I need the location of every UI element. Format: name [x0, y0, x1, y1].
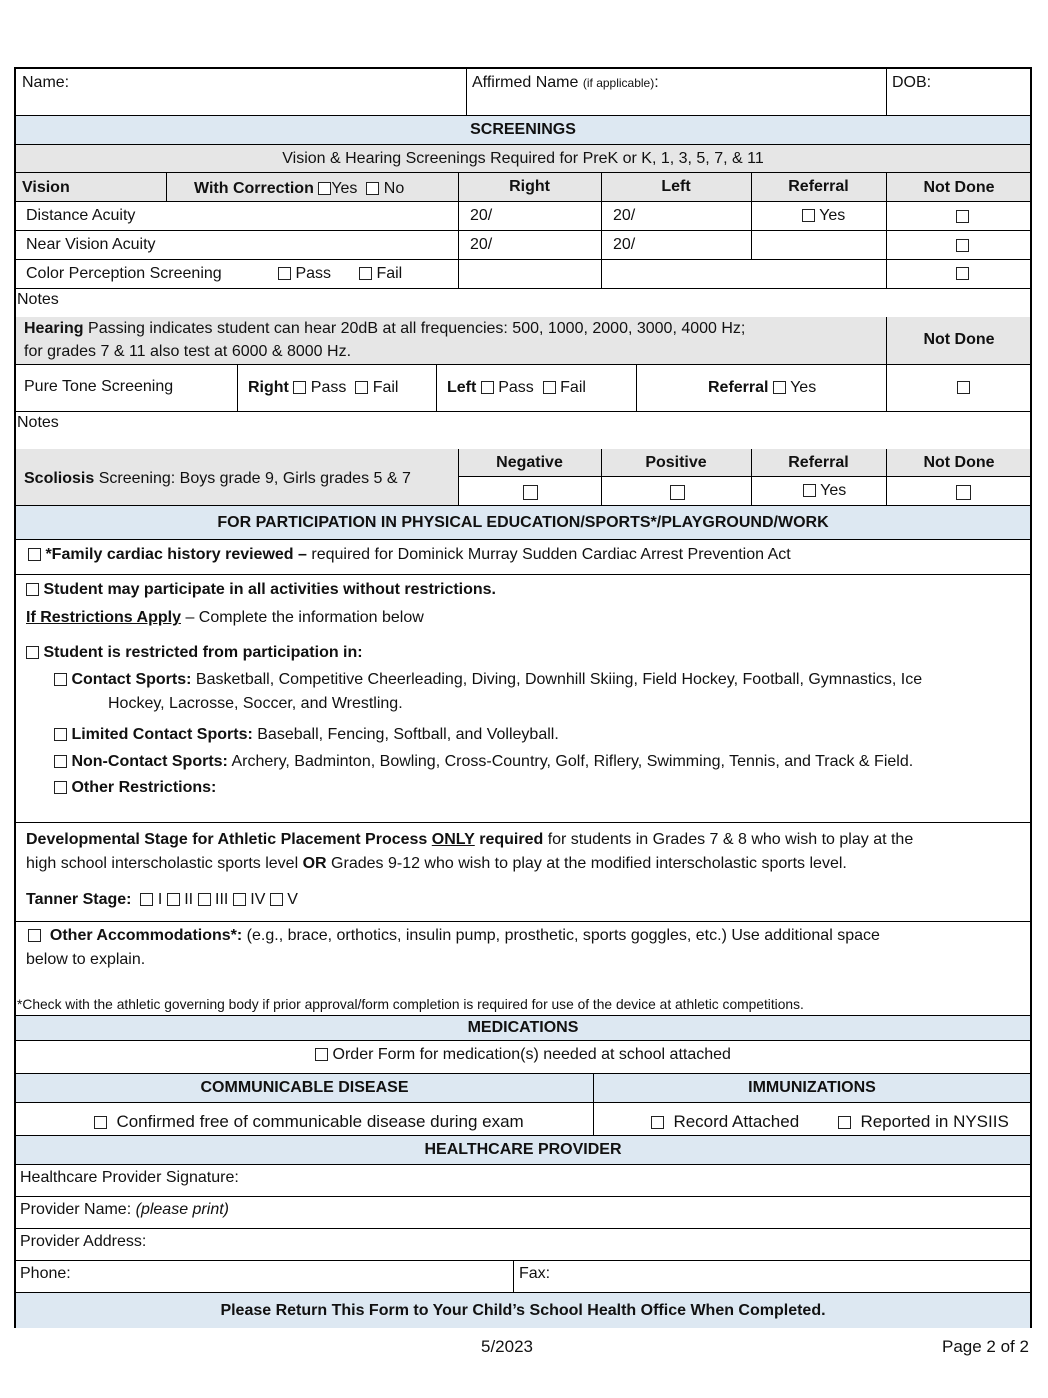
- color-perception-label: Color Perception Screening: [26, 265, 222, 282]
- color-pass-checkbox[interactable]: [278, 267, 291, 280]
- tanner-stage: Tanner Stage: I II III IV V: [26, 891, 298, 908]
- scoliosis-positive-checkbox[interactable]: [670, 485, 685, 500]
- restricted-checkbox[interactable]: [26, 646, 39, 659]
- hearing-right-pass-checkbox[interactable]: [293, 381, 306, 394]
- with-correction: With Correction Yes No: [194, 180, 405, 197]
- other-restrictions: Other Restrictions:: [54, 779, 216, 797]
- other-restrictions-checkbox[interactable]: [54, 781, 67, 794]
- reported-nysiis: Reported in NYSIIS: [838, 1112, 1009, 1132]
- other-accommodations-checkbox[interactable]: [28, 929, 41, 942]
- hearing-notes-label: Notes: [17, 414, 59, 431]
- provider-address-label: Provider Address:: [20, 1233, 147, 1250]
- distance-right-value[interactable]: 20/: [470, 207, 493, 224]
- form-date: 5/2023: [481, 1337, 533, 1356]
- tanner-v-checkbox[interactable]: [270, 893, 283, 906]
- tanner-iii-checkbox[interactable]: [198, 893, 211, 906]
- page-number: Page 2 of 2: [942, 1337, 1029, 1356]
- hearing-right-fail-checkbox[interactable]: [355, 381, 368, 394]
- provider-name-field[interactable]: [241, 1198, 1026, 1226]
- return-message: Please Return This Form to Your Child’s School Health Office When Completed.: [16, 1292, 1030, 1328]
- fax-label: Fax:: [519, 1265, 551, 1282]
- vision-notes-field[interactable]: [76, 290, 1026, 316]
- accommodations-field[interactable]: [156, 951, 1026, 991]
- developmental-line2: high school interscholastic sports level OR Grades 9-12 who wish to play at the modified interscholastic sports level.: [26, 855, 847, 872]
- correction-no-checkbox[interactable]: [366, 182, 379, 195]
- hearing-left-pass-checkbox[interactable]: [481, 381, 494, 394]
- color-fail-checkbox[interactable]: [359, 267, 372, 280]
- provider-signature-label: Healthcare Provider Signature:: [20, 1169, 239, 1186]
- hearing-left: Left Pass Fail: [447, 379, 586, 396]
- scoliosis-not-done-checkbox[interactable]: [956, 485, 971, 500]
- scoliosis-not-done-header: Not Done: [923, 454, 995, 471]
- hearing-referral: Referral Yes: [708, 379, 817, 396]
- distance-referral: Yes: [802, 207, 845, 225]
- scoliosis-desc: Scoliosis Screening: Boys grade 9, Girls grades 5 & 7: [24, 470, 411, 487]
- accommodations-footnote: *Check with the athletic governing body if prior approval/form completion is required for use of the device at athletic competitions.: [17, 997, 804, 1012]
- scoliosis-referral: Yes: [803, 482, 846, 500]
- scoliosis-referral-checkbox[interactable]: [803, 484, 816, 497]
- contact-sports: Contact Sports: Basketball, Competitive Cheerleading, Diving, Downhill Skiing, Field Hockey, Football, Gymnastics, Ice: [54, 671, 922, 689]
- vision-referral-header: Referral: [788, 178, 849, 195]
- communicable-confirmed-checkbox[interactable]: [94, 1116, 107, 1129]
- other-accommodations: Other Accommodations*: (e.g., brace, orthotics, insulin pump, prosthetic, sports goggles, etc.) Use additional space: [28, 927, 880, 945]
- non-contact: Non-Contact Sports: Archery, Badminton, Bowling, Cross-Country, Golf, Riflery, Swimming, Tennis, and Track & Field.: [54, 753, 913, 771]
- scoliosis-positive-header: Positive: [645, 454, 707, 471]
- phone-label: Phone:: [20, 1265, 71, 1282]
- record-attached-checkbox[interactable]: [651, 1116, 664, 1129]
- if-restrictions: If Restrictions Apply – Complete the information below: [26, 609, 424, 626]
- provider-name-label: Provider Name: (please print): [20, 1201, 229, 1218]
- other-restrictions-field[interactable]: [226, 777, 1016, 817]
- no-restrictions-checkbox[interactable]: [26, 583, 39, 596]
- hearing-left-fail-checkbox[interactable]: [543, 381, 556, 394]
- restricted: Student is restricted from participation in:: [26, 644, 363, 662]
- scoliosis-negative-header: Negative: [496, 454, 563, 471]
- medication-order-form-checkbox[interactable]: [315, 1048, 328, 1061]
- communicable-confirmed: Confirmed free of communicable disease during exam: [94, 1112, 524, 1132]
- correction-yes-checkbox[interactable]: [318, 182, 331, 195]
- affirmed-name-label: Affirmed Name (if applicable):: [472, 74, 659, 91]
- hearing-right: Right Pass Fail: [248, 379, 399, 396]
- health-form: [14, 67, 1032, 1328]
- phone-field[interactable]: [81, 1262, 506, 1290]
- hearing-not-done-checkbox[interactable]: [957, 381, 970, 394]
- near-left-value[interactable]: 20/: [613, 236, 636, 253]
- color-fail: Fail: [359, 265, 402, 283]
- distance-not-done-checkbox[interactable]: [956, 210, 969, 223]
- distance-referral-checkbox[interactable]: [802, 209, 815, 222]
- developmental-line1: Developmental Stage for Athletic Placement Process ONLY required for students in Grades 7 & 8 who wish to play at the: [26, 831, 914, 848]
- medication-order-form: Order Form for medication(s) needed at school attached: [16, 1046, 1030, 1064]
- tanner-iv-checkbox[interactable]: [233, 893, 246, 906]
- medications-title: MEDICATIONS: [16, 1015, 1030, 1041]
- pure-tone-label: Pure Tone Screening: [24, 378, 174, 395]
- record-attached: Record Attached: [651, 1112, 799, 1132]
- limited-contact: Limited Contact Sports: Baseball, Fencing, Softball, and Volleyball.: [54, 726, 559, 744]
- participation-title: FOR PARTICIPATION IN PHYSICAL EDUCATION/SPORTS*/PLAYGROUND/WORK: [16, 505, 1030, 540]
- provider-address-field[interactable]: [156, 1230, 1026, 1258]
- name-field[interactable]: [76, 71, 461, 111]
- near-not-done-checkbox[interactable]: [956, 239, 969, 252]
- screenings-title: SCREENINGS: [16, 115, 1030, 145]
- near-acuity-label: Near Vision Acuity: [26, 236, 156, 253]
- limited-contact-checkbox[interactable]: [54, 728, 67, 741]
- hearing-notes-field[interactable]: [76, 413, 1026, 447]
- tanner-ii-checkbox[interactable]: [167, 893, 180, 906]
- communicable-title: COMMUNICABLE DISEASE: [16, 1074, 593, 1102]
- hearing-not-done-header: Not Done: [923, 331, 995, 348]
- dob-label: DOB:: [892, 74, 932, 91]
- distance-acuity-label: Distance Acuity: [26, 207, 136, 224]
- vision-not-done-header: Not Done: [923, 179, 995, 196]
- no-restrictions: Student may participate in all activities without restrictions.: [26, 581, 496, 599]
- hearing-desc-line2: for grades 7 & 11 also test at 6000 & 8000 Hz.: [24, 343, 352, 360]
- name-label: Name:: [22, 74, 70, 91]
- cardiac-history: *Family cardiac history reviewed – required for Dominick Murray Sudden Cardiac Arrest Prevention Act: [28, 546, 791, 564]
- distance-left-value[interactable]: 20/: [613, 207, 636, 224]
- vision-left-header: Left: [661, 178, 691, 195]
- provider-title: HEALTHCARE PROVIDER: [16, 1135, 1030, 1165]
- hearing-referral-checkbox[interactable]: [773, 381, 786, 394]
- other-accommodations-line2: below to explain.: [26, 951, 146, 968]
- non-contact-checkbox[interactable]: [54, 755, 67, 768]
- affirmed-name-field[interactable]: [666, 71, 881, 111]
- fax-field[interactable]: [561, 1262, 1026, 1290]
- color-not-done-checkbox[interactable]: [956, 267, 969, 280]
- provider-signature-field[interactable]: [251, 1166, 1026, 1194]
- vision-right-header: Right: [509, 178, 550, 195]
- vision-label: Vision: [22, 179, 70, 196]
- color-pass: Pass: [278, 265, 331, 283]
- reported-nysiis-checkbox[interactable]: [838, 1116, 851, 1129]
- near-right-value[interactable]: 20/: [470, 236, 493, 253]
- immunizations-title: IMMUNIZATIONS: [594, 1074, 1030, 1102]
- vision-notes-label: Notes: [17, 291, 59, 308]
- contact-sports-checkbox[interactable]: [54, 673, 67, 686]
- scoliosis-referral-header: Referral: [788, 454, 849, 471]
- contact-sports-line2: Hockey, Lacrosse, Soccer, and Wrestling.: [108, 695, 403, 712]
- scoliosis-negative-checkbox[interactable]: [523, 485, 538, 500]
- screenings-subtitle: Vision & Hearing Screenings Required for PreK or K, 1, 3, 5, 7, & 11: [282, 150, 764, 167]
- tanner-i-checkbox[interactable]: [140, 893, 153, 906]
- cardiac-history-checkbox[interactable]: [28, 548, 41, 561]
- dob-field[interactable]: [936, 71, 1026, 111]
- hearing-desc: Hearing Passing indicates student can hear 20dB at all frequencies: 500, 1000, 2000, 3000, 4000 Hz;: [24, 320, 746, 337]
